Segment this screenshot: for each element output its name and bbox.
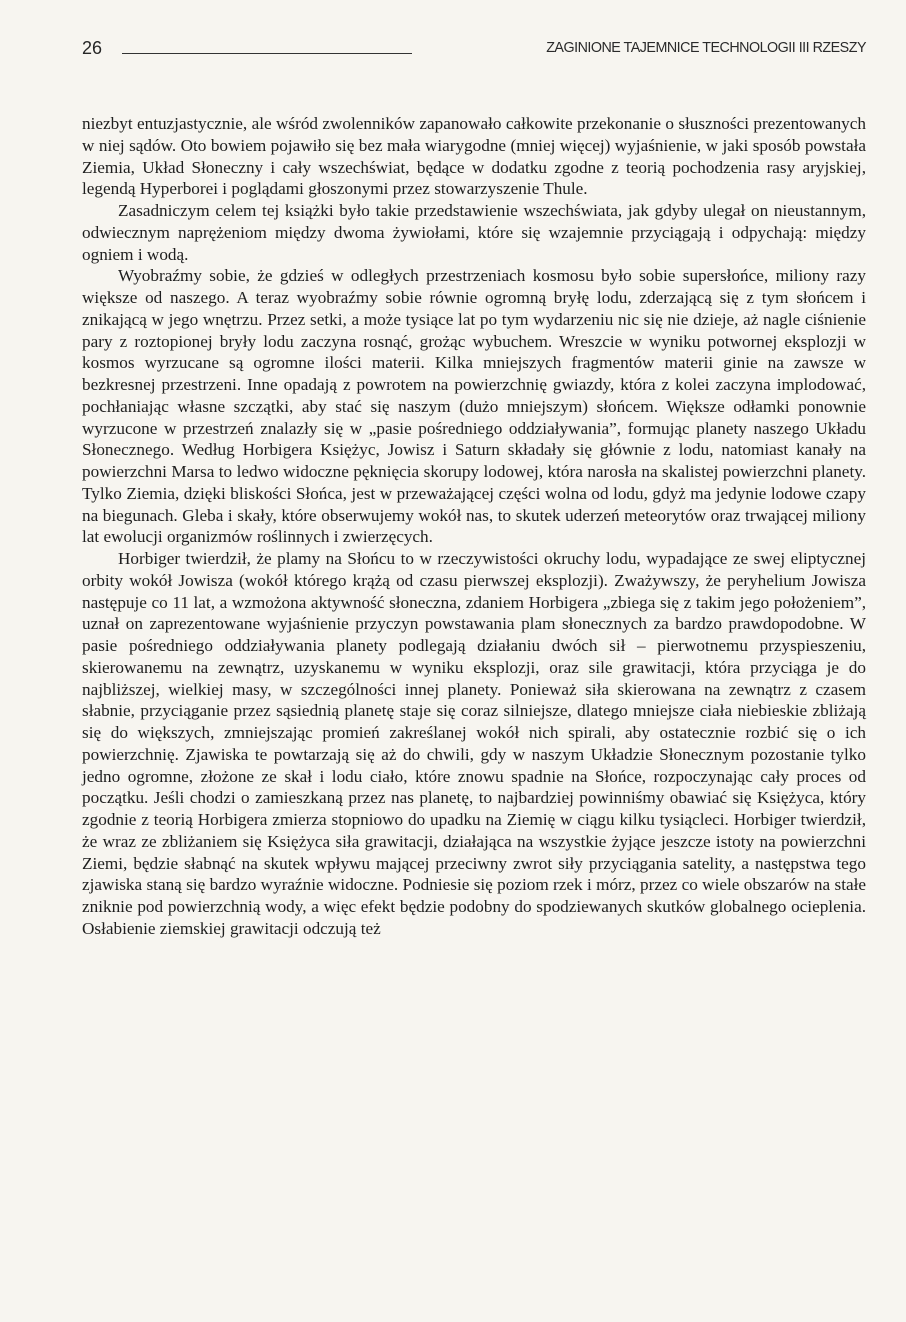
paragraph: Wyobraźmy sobie, że gdzieś w odległych przestrzeniach kosmosu było sobie supersłońce, miliony razy większe od naszego. A teraz wyobraźmy sobie równie ogromną bryłę lodu, zderzającą się z tym słońcem i znikającą w jego wnętrzu. Przez setki, a może tysiące lat po tym wydarzeniu nic się nie dzieje, aż nagle ciśnienie pary z roztopionej bryły lodu zaczyna rosnąć, grożąc wybuchem. Wreszcie w wyniku potwornej eksplozji w kosmos wyrzucane są ogromne ilości materii. Kilka mniejszych fragmentów materii ginie na zawsze w bezkresnej przestrzeni. Inne opadają z powrotem na powierzchnię gwiazdy, która z kolei zaczyna implodować, pochłaniając własne szczątki, aby stać się naszym (dużo mniejszym) słońcem. Większe odłamki ponownie wyrzucone w przestrzeń znalazły się w „pasie pośredniego oddziaływania”, formując planety naszego Układu Słonecznego. Według Horbigera Księżyc, Jowisz i Saturn składały się głównie z lodu, natomiast kanały na powierzchni Marsa to ledwo widoczne pęknięcia skorupy lodowej, która narosła na skalistej powierzchni planety. Tylko Ziemia, dzięki bliskości Słońca, jest w przeważającej części wolna od lodu, gdyż ma jedynie lodowe czapy na biegunach. Gleba i skały, które obserwujemy wokół nas, to skutek uderzeń meteorytów oraz trwającej miliony lat ewolucji organizmów roślinnych i zwierzęcych. — [82, 266, 866, 547]
paragraph-continuation: niezbyt entuzjastycznie, ale wśród zwolenników zapanowało całkowite przekonanie o słuszności prezentowanych w niej sądów. Oto bowiem pojawiło się bez mała wiarygodne (mniej więcej) wyjaśnienie, w jaki sposób powstała Ziemia, Układ Słoneczny i cały wszechświat, będące w dodatku zgodne z teorią pochodzenia rasy aryjskiej, legendą Hyperborei i poglądami głoszonymi przez stowarzyszenie Thule. — [82, 114, 866, 199]
header-rule — [122, 53, 412, 54]
paragraph: Zasadniczym celem tej książki było takie przedstawienie wszechświata, jak gdyby ulegał on nieustannym, odwiecznym naprężeniom między dwoma żywiołami, które się wzajemnie przyciągają i odpychają: między ogniem i wodą. — [82, 201, 866, 264]
page-number: 26 — [82, 37, 103, 58]
running-header — [82, 34, 866, 62]
body-text — [82, 113, 866, 940]
paragraph: Horbiger twierdził, że plamy na Słońcu to w rzeczywistości okruchy lodu, wypadające ze swej eliptycznej orbity wokół Jowisza (wokół którego krążą od czasu pierwszej eksplozji). Zważywszy, że peryhelium Jowisza następuje co 11 lat, a wzmożona aktywność słoneczna, zdaniem Horbigera „zbiega się z takim jego położeniem”, uznał on zaprezentowane wyjaśnienie przyczyn powstawania plam słonecznych za bardzo prawdopodobne. W pasie pośredniego oddziaływania planety podlegają działaniu dwóch sił – pierwotnemu przyspieszeniu, skierowanemu na zewnątrz, uzyskanemu w wyniku eksplozji, oraz sile grawitacji, która przyciąga je do najbliższej, wielkiej masy, w szczególności innej planety. Ponieważ siła skierowana na zewnątrz z czasem słabnie, przyciąganie przez sąsiednią planetę staje się coraz silniejsze, dlatego mniejsze ciała niebieskie zbliżają się do większych, zmniejszając promień zakreślanej wokół nich spirali, aby ostatecznie rozbić się o ich powierzchnię. Zjawiska te powtarzają się aż do chwili, gdy w naszym Układzie Słonecznym pozostanie tylko jedno ogromne, złożone ze skał i lodu ciało, które znowu spadnie na Słońce, rozpoczynając cały proces od początku. Jeśli chodzi o zamieszkaną przez nas planetę, to najbardziej powinniśmy obawiać się Księżyca, który zgodnie z teorią Horbigera zmierza stopniowo do upadku na Ziemię w ciągu kilku tysiącleci. Horbiger twierdził, że wraz ze zbliżaniem się Księżyca siła grawitacji, działająca na wszystkie żyjące jeszcze istoty na powierzchni Ziemi, będzie słabnąć na skutek wpływu mającej przeciwny zwrot siły przyciągania satelity, a następstwa tego zjawiska staną się bardzo wyraźnie widoczne. Podniesie się poziom rzek i mórz, przez co wiele obszarów na stałe zniknie pod powierzchnią wody, a więc efekt będzie podobny do spodziewanych skutków globalnego ocieplenia. Osłabienie ziemskiej grawitacji odczują też — [82, 549, 866, 938]
running-title: ZAGINIONE TAJEMNICE TECHNOLOGII III RZESZY — [546, 40, 866, 56]
